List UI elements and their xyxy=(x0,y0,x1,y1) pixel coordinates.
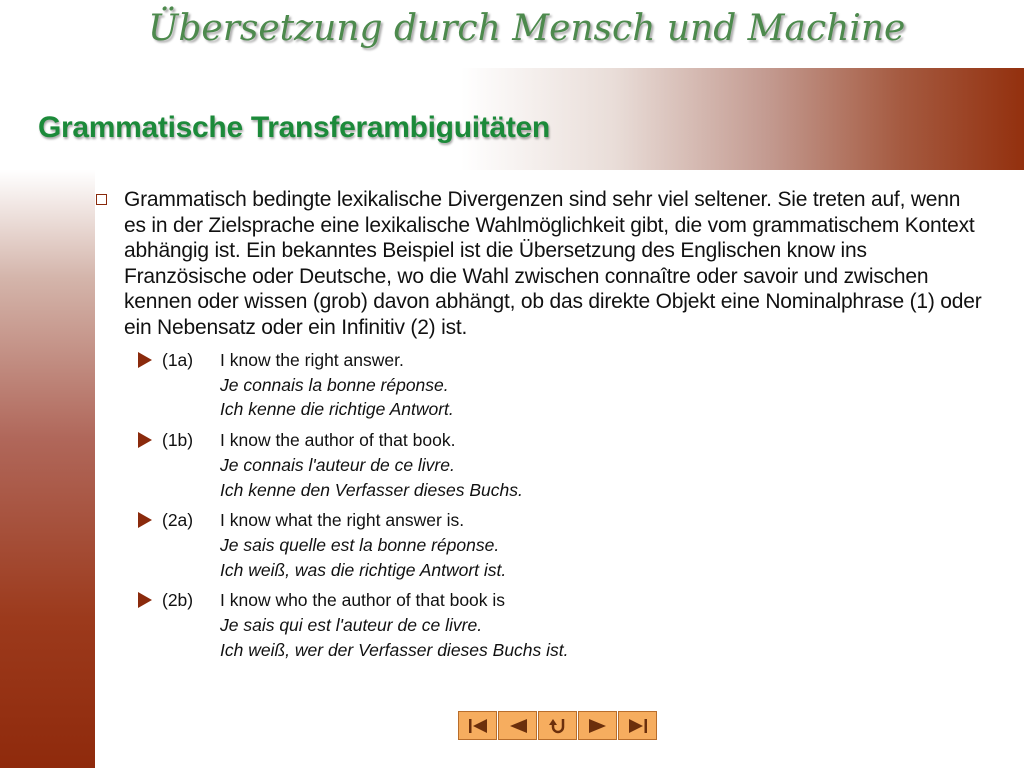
example-german: Ich kenne die richtige Antwort. xyxy=(220,399,454,420)
previous-slide-button[interactable] xyxy=(498,711,537,740)
example-english: I know the author of that book. xyxy=(220,430,456,451)
triangle-bullet-icon xyxy=(138,512,152,528)
example-label: (2b) xyxy=(162,590,194,611)
example-english: I know the right answer. xyxy=(220,350,404,370)
return-button[interactable] xyxy=(538,711,577,740)
triangle-bullet-icon xyxy=(138,432,152,448)
next-slide-button[interactable] xyxy=(578,711,617,740)
example-french: Je connais l'auteur de ce livre. xyxy=(220,454,455,475)
example-french: Je sais qui est l'auteur de ce livre. xyxy=(220,615,483,636)
example-german: Ich kenne den Verfasser dieses Buchs. xyxy=(220,479,523,500)
triangle-bullet-icon xyxy=(138,352,152,368)
example-label: (2a) xyxy=(162,510,194,531)
example-1a xyxy=(138,348,993,422)
example-french: Je sais quelle est la bonne réponse. xyxy=(220,534,500,555)
example-english: I know what the right answer is. xyxy=(220,510,465,531)
example-2a xyxy=(138,508,993,582)
main-bullet-text: Grammatisch bedingte lexikalische Divergenzen sind sehr viel seltener. Sie treten auf, wenn es in der Zielsprache eine lexikalische Wahlmöglichkeit gibt, die vom grammatischem Kontext abhängig ist. Ein bekanntes Beispiel ist die Übersetzung des Englischen know ins Französische oder Deutsche, wo die Wahl zwischen connaître oder savoir und zwischen kennen oder wissen (grob) davon abhängt, ob das direkte Objekt eine Nominalphrase (1) oder ein Nebensatz oder ein Infinitiv (2) ist. xyxy=(124,188,982,339)
first-slide-button[interactable] xyxy=(458,711,497,740)
example-english: I know who the author of that book is xyxy=(220,590,506,611)
square-bullet-icon xyxy=(96,194,107,205)
slide-title: Grammatische Transferambiguitäten xyxy=(38,111,550,144)
triangle-bullet-icon xyxy=(138,592,152,608)
example-german: Ich weiß, wer der Verfasser dieses Buchs ist. xyxy=(220,639,569,660)
main-bullet xyxy=(93,187,993,340)
last-slide-button[interactable] xyxy=(618,711,657,740)
slide-navigation xyxy=(458,711,658,740)
example-label: (1a) xyxy=(162,350,194,370)
example-1b xyxy=(138,428,993,502)
first-slide-icon xyxy=(466,716,490,736)
logo-title: Übersetzung durch Mensch und Machine xyxy=(148,8,906,49)
example-2b xyxy=(138,588,993,662)
example-label: (1b) xyxy=(162,430,194,451)
example-french: Je connais la bonne réponse. xyxy=(220,374,449,395)
return-icon xyxy=(546,715,570,737)
sidebar-gradient xyxy=(0,170,95,768)
last-slide-icon xyxy=(626,716,650,736)
example-list xyxy=(138,348,993,662)
example-german: Ich weiß, was die richtige Antwort ist. xyxy=(220,559,507,580)
next-slide-icon xyxy=(586,716,610,736)
slide-content xyxy=(93,187,993,668)
previous-slide-icon xyxy=(506,716,530,736)
